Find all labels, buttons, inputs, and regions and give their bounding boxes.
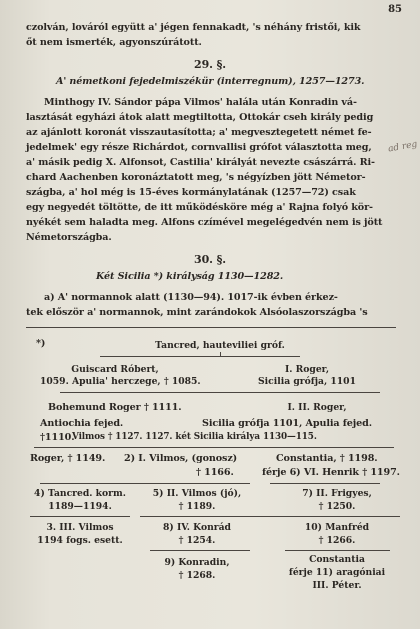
- section-29-number: 29. §.: [194, 58, 226, 71]
- node-vilmos1-name: 2) I. Vilmos, (gonosz): [124, 453, 238, 464]
- connector: [30, 516, 130, 517]
- connector: [140, 516, 400, 517]
- node-guiscard-name: Guiscard Róbert,: [71, 364, 159, 375]
- node-roger2-detail: Sicilia grófja 1101, Apulia fejed.: [202, 418, 373, 429]
- text-line: czolván, lováról együtt a' jégen fennakadt, 's néhány fristői, kik: [26, 22, 361, 33]
- text-line: jedelmek' egy része Richárdot, cornvallisi grófot választotta meg,: [26, 142, 372, 153]
- node-vilmos3-name: 3. III. Vilmos: [46, 522, 114, 533]
- node-tancred-reign: 1189—1194.: [48, 501, 112, 512]
- node-vilmos-roger2: Vilmos † 1127. 1127. két Sicilia királya 1130—115.: [72, 432, 317, 442]
- connector: [100, 356, 300, 357]
- node-bohemund-detail: Antiochia fejed.: [40, 418, 124, 429]
- text-line: egy negyedét töltötte, de itt működésköre még a' Rajna folyó kör-: [26, 202, 373, 213]
- connector: [220, 352, 221, 357]
- node-konradin-name: 9) Konradin,: [164, 557, 230, 568]
- text-line: Minthogy IV. Sándor pápa Vilmos' halála után Konradin vá-: [44, 97, 357, 108]
- node-vilmos1-death: † 1166.: [196, 467, 234, 478]
- text-line: Németországba.: [26, 232, 112, 243]
- node-vilmos3-fate: 1194 fogs. esett.: [37, 535, 123, 546]
- connector: [140, 483, 250, 484]
- node-roger-d: Roger, † 1149.: [30, 453, 106, 464]
- node-konrad-death: † 1254.: [178, 535, 216, 546]
- node-frigyes-death: † 1250.: [318, 501, 356, 512]
- node-roger2-name: I. II. Roger,: [287, 402, 347, 413]
- connector: [285, 550, 390, 551]
- node-vilmos2-death: † 1189.: [178, 501, 216, 512]
- section-30-title: Két Sicilia *) királyság 1130—1282.: [96, 271, 284, 282]
- node-roger1-name: I. Roger,: [284, 364, 330, 375]
- text-line: szágba, a' hol még is 15-éves kormánylatának (1257—72) csak: [26, 187, 356, 198]
- node-manfred-name: 10) Manfréd: [304, 522, 370, 533]
- node-manfred-death: † 1266.: [318, 535, 356, 546]
- node-frigyes-name: 7) II. Frigyes,: [302, 488, 372, 499]
- text-line: őt nem ismerték, agyonszúrátott.: [26, 37, 202, 48]
- node-bohemund-death: †1110.: [40, 432, 75, 443]
- connector: [40, 483, 150, 484]
- node-constantia-spouse: férje 6) VI. Henrik † 1197.: [262, 467, 400, 478]
- section-30-number: 30. §.: [194, 253, 226, 266]
- text-line: az ajánlott koronát visszautasította; a' megvesztegetett német fe-: [26, 127, 372, 138]
- connector: [270, 483, 380, 484]
- node-tancred-name: 4) Tancred. korm.: [34, 488, 126, 499]
- node-bohemund: Bohemund Roger † 1111.: [48, 402, 182, 413]
- footnote-mark: *): [36, 338, 46, 349]
- section-29-title: A' németkoni fejedelmiszékür (interregnum), 1257—1273.: [56, 76, 365, 87]
- text-line: chard Aachenben koronáztatott meg, 's négyízben jött Németor-: [26, 172, 366, 183]
- text-line: nyékét sem haladta meg. Alfons czímével megelégedvén nem is jött: [26, 217, 383, 228]
- node-constantia2-spouse: férje 11) aragóniai: [288, 567, 386, 578]
- node-konradin-death: † 1268.: [178, 570, 216, 581]
- node-roger1-detail: Sicilia grófja, 1101: [258, 376, 356, 387]
- node-guiscard-detail: 1059. Apulia' herczege, † 1085.: [40, 376, 201, 387]
- text-line: tek először a' normannok, mint zarándokok Alsóolaszországba 's: [26, 307, 368, 318]
- node-constantia2-peter: III. Péter.: [312, 580, 362, 591]
- text-line: a' másik pedig X. Alfonsot, Castilia' királyát nevezte császárrá. Ri-: [26, 157, 375, 168]
- node-constantia2-name: Constantia: [309, 554, 365, 565]
- connector: [150, 550, 250, 551]
- handwritten-margin-note: ad reg: [387, 139, 419, 155]
- page-number: 85: [388, 4, 402, 15]
- node-constantia-name: Constantia, † 1198.: [276, 453, 378, 464]
- node-konrad-name: 8) IV. Konrád: [163, 522, 231, 533]
- connector: [34, 447, 394, 448]
- text-line: a) A' normannok alatt (1130—94). 1017-ik évben érkez-: [44, 292, 338, 303]
- footnote-rule: [26, 327, 396, 328]
- text-line: lasztását egyházi átok alatt megtiltotta, Ottokár cseh király pedig: [26, 112, 374, 123]
- node-vilmos2-name: 5) II. Vilmos (jó),: [152, 488, 242, 499]
- node-tancred-root: Tancred, hauteviliei gróf.: [155, 340, 285, 351]
- connector: [60, 392, 380, 393]
